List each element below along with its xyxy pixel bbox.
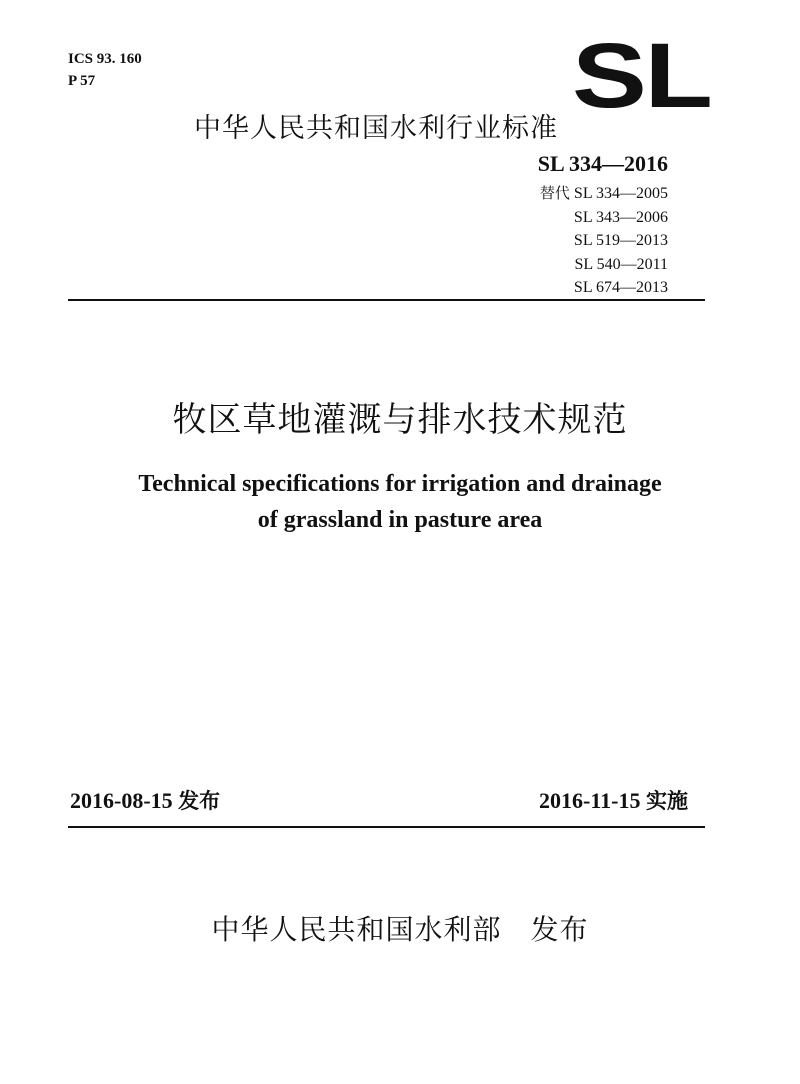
standard-category-heading: 中华人民共和国水利行业标准 — [194, 113, 558, 144]
release-date-value: 2016-08-15 — [70, 788, 173, 813]
implementation-label: 实施 — [646, 789, 688, 813]
replaced-standard: SL 674—2013 — [573, 279, 668, 296]
title-english-line-2: of grassland in pasture area — [257, 507, 543, 533]
header-divider — [68, 299, 705, 301]
standard-number: SL 334—2016 — [537, 151, 668, 176]
implementation-date-value: 2016-11-15 — [539, 788, 641, 813]
release-date — [70, 786, 220, 816]
title-english-line-1: Technical specifications for irrigation and drainage — [138, 471, 662, 497]
replaced-standard: SL 334—2005 — [573, 185, 668, 202]
title-chinese: 牧区草地灌溉与排水技术规范 — [172, 400, 628, 440]
sl-logo: SL — [572, 25, 711, 127]
release-label: 发布 — [178, 789, 221, 813]
classification-codes — [68, 48, 142, 92]
replaced-standard: SL 519—2013 — [573, 232, 668, 249]
replaced-standard: SL 540—2011 — [574, 255, 668, 273]
ics-code: ICS 93. 160 — [68, 51, 142, 67]
replaced-standard-row — [540, 182, 668, 206]
replaced-standard: SL 343—2006 — [573, 208, 668, 226]
footer-divider — [68, 826, 705, 828]
replaces-prefix: 替代 — [539, 184, 570, 202]
ccs-code: P 57 — [68, 73, 96, 89]
implementation-date — [539, 786, 688, 816]
issuing-authority: 中华人民共和国水利部 发布 — [211, 913, 589, 946]
replaced-standards — [540, 182, 668, 300]
